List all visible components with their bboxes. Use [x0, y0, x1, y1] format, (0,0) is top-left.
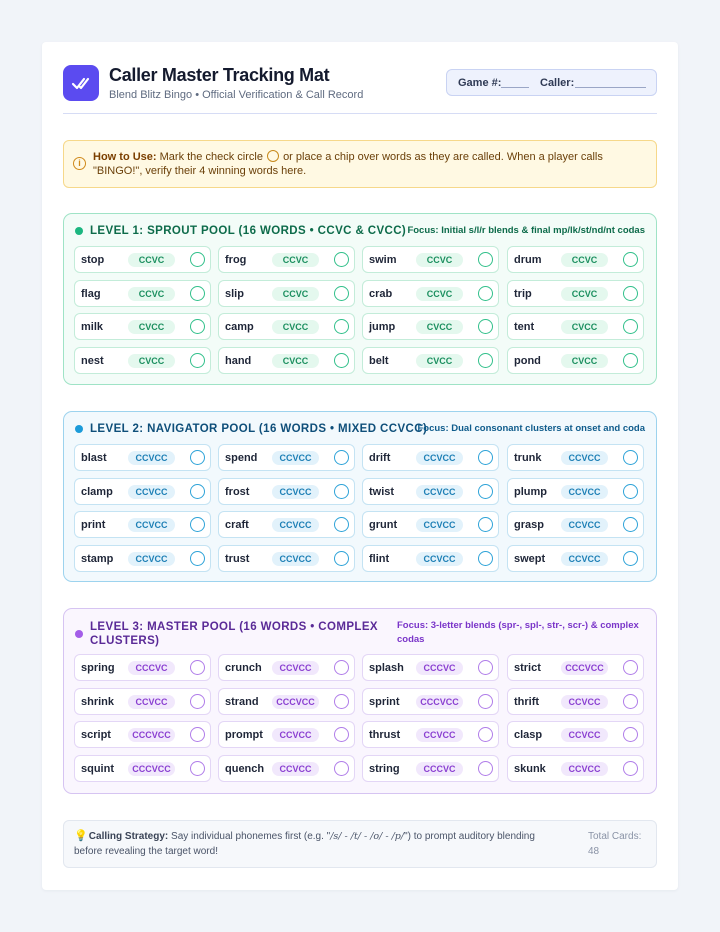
pattern-badge: CCVCC	[272, 485, 319, 499]
check-circle-icon[interactable]	[334, 353, 349, 368]
word-label: clasp	[514, 729, 543, 741]
check-circle-icon[interactable]	[623, 761, 638, 776]
word-cell[interactable]	[218, 347, 355, 374]
word-cell[interactable]	[218, 755, 355, 782]
word-cell[interactable]	[74, 347, 211, 374]
strategy-text-end: ") to prompt auditory blending before revealing the target word!	[74, 831, 535, 857]
check-circle-icon[interactable]	[478, 319, 493, 334]
game-caller-box	[446, 69, 657, 96]
word-label: clamp	[81, 486, 113, 498]
calling-strategy-text	[74, 829, 564, 859]
word-label: craft	[225, 519, 249, 531]
word-cell[interactable]	[507, 444, 644, 471]
pattern-badge: CCVCC	[561, 552, 608, 566]
pattern-badge: CCVCC	[561, 695, 608, 709]
pattern-badge: CCVCC	[561, 728, 608, 742]
word-label: flint	[369, 553, 390, 565]
word-cell[interactable]	[507, 545, 644, 572]
check-circle-icon[interactable]	[190, 517, 205, 532]
check-circle-icon[interactable]	[334, 660, 349, 675]
pattern-badge: CCVCC	[128, 451, 175, 465]
word-cell[interactable]	[362, 280, 499, 307]
pattern-badge: CCVCC	[416, 728, 463, 742]
pattern-badge: CCVCC	[128, 552, 175, 566]
check-circle-icon[interactable]	[190, 727, 205, 742]
check-circle-icon[interactable]	[623, 484, 638, 499]
word-cell[interactable]	[218, 478, 355, 505]
pattern-badge: CCVCC	[272, 661, 319, 675]
word-label: squint	[81, 763, 114, 775]
pattern-badge: CVCC	[416, 320, 463, 334]
pattern-badge: CVCC	[272, 354, 319, 368]
check-circle-icon[interactable]	[623, 660, 638, 675]
double-check-icon	[71, 73, 91, 93]
pattern-badge: CCVC	[272, 287, 319, 301]
word-cell[interactable]	[362, 444, 499, 471]
word-label: flag	[81, 288, 101, 300]
word-label: grasp	[514, 519, 544, 531]
word-label: swept	[514, 553, 546, 565]
check-circle-icon[interactable]	[190, 551, 205, 566]
word-label: spring	[81, 662, 115, 674]
level-3-title: LEVEL 3: MASTER POOL (16 WORDS • COMPLEX CLUSTERS)	[90, 621, 378, 647]
check-circle-icon[interactable]	[623, 286, 638, 301]
check-circle-icon[interactable]	[190, 694, 205, 709]
check-circle-icon[interactable]	[623, 727, 638, 742]
word-cell[interactable]	[74, 511, 211, 538]
word-cell[interactable]	[507, 478, 644, 505]
level-2-pool	[63, 411, 657, 582]
word-cell[interactable]	[74, 313, 211, 340]
pattern-badge: CCCVC	[416, 762, 463, 776]
pattern-badge: CCVC	[128, 253, 175, 267]
word-cell[interactable]	[218, 246, 355, 273]
word-cell[interactable]	[362, 721, 499, 748]
word-cell[interactable]	[218, 280, 355, 307]
word-label: script	[81, 729, 111, 741]
game-number-field[interactable]	[501, 87, 529, 88]
check-circle-icon[interactable]	[623, 319, 638, 334]
caller-field[interactable]	[575, 87, 646, 88]
word-cell[interactable]	[74, 654, 211, 681]
word-label: trust	[225, 553, 250, 565]
instructions-banner	[63, 140, 657, 188]
word-label: grunt	[369, 519, 398, 531]
word-cell[interactable]	[218, 313, 355, 340]
logo	[63, 65, 99, 101]
word-label: twist	[369, 486, 395, 498]
tracking-mat-sheet	[42, 42, 678, 890]
word-cell[interactable]	[74, 755, 211, 782]
pattern-badge: CCCVCC	[128, 762, 175, 776]
check-circle-icon[interactable]	[623, 517, 638, 532]
pattern-badge: CCVCC	[416, 552, 463, 566]
pattern-badge: CCCVCC	[561, 661, 608, 675]
check-circle-icon[interactable]	[478, 286, 493, 301]
word-label: frost	[225, 486, 250, 498]
word-label: splash	[369, 662, 404, 674]
word-cell[interactable]	[74, 478, 211, 505]
level-1-focus: Focus: Initial s/l/r blends & final mp/lk/st/nd/nt codas	[407, 225, 645, 236]
word-cell[interactable]	[218, 688, 355, 715]
check-circle-icon[interactable]	[334, 727, 349, 742]
word-label: drum	[514, 254, 542, 266]
level-3-focus: Focus: 3-letter blends (spr-, spl-, str-, scr-) & complex codas	[397, 620, 639, 645]
word-cell[interactable]	[218, 511, 355, 538]
word-label: string	[369, 763, 400, 775]
level-1-dot-icon	[75, 227, 83, 235]
check-circle-icon[interactable]	[190, 252, 205, 267]
pattern-badge: CVCC	[561, 354, 608, 368]
pattern-badge: CCCVCC	[128, 728, 175, 742]
word-cell[interactable]	[507, 313, 644, 340]
word-cell[interactable]	[74, 688, 211, 715]
instructions-text-start: Mark the check circle	[159, 151, 263, 163]
pattern-badge: CCVC	[272, 253, 319, 267]
word-label: milk	[81, 321, 104, 333]
word-label: shrink	[81, 696, 115, 708]
word-cell[interactable]	[74, 721, 211, 748]
check-circle-icon[interactable]	[478, 252, 493, 267]
check-circle-icon[interactable]	[478, 694, 493, 709]
total-cards-value: 48	[588, 846, 600, 857]
word-cell[interactable]	[507, 755, 644, 782]
word-label: tent	[514, 321, 535, 333]
word-cell[interactable]	[362, 688, 499, 715]
pattern-badge: CCVCC	[416, 518, 463, 532]
check-circle-icon[interactable]	[478, 761, 493, 776]
word-label: jump	[369, 321, 396, 333]
word-label: thrust	[369, 729, 401, 741]
word-cell[interactable]	[507, 347, 644, 374]
word-cell[interactable]	[362, 654, 499, 681]
word-label: pond	[514, 355, 541, 367]
pattern-badge: CCVCC	[272, 552, 319, 566]
word-cell[interactable]	[507, 688, 644, 715]
check-circle-icon[interactable]	[623, 450, 638, 465]
check-circle-icon[interactable]	[478, 484, 493, 499]
word-cell[interactable]	[507, 721, 644, 748]
pattern-badge: CVCC	[128, 320, 175, 334]
strategy-example: /s/ - /t/ - /o/ - /p/	[330, 831, 405, 842]
word-cell[interactable]	[507, 511, 644, 538]
page-title: Caller Master Tracking Mat	[109, 65, 330, 85]
pattern-badge: CVCC	[128, 354, 175, 368]
pattern-badge: CCVC	[128, 287, 175, 301]
word-cell[interactable]	[362, 347, 499, 374]
check-circle-icon[interactable]	[478, 517, 493, 532]
pattern-badge: CVCC	[416, 354, 463, 368]
pattern-badge: CCVCC	[416, 451, 463, 465]
check-circle-icon[interactable]	[190, 660, 205, 675]
check-circle-icon[interactable]	[334, 319, 349, 334]
pattern-badge: CCVC	[416, 287, 463, 301]
word-cell[interactable]	[362, 313, 499, 340]
word-cell[interactable]	[74, 545, 211, 572]
check-circle-icon[interactable]	[190, 353, 205, 368]
pattern-badge: CCVCC	[272, 762, 319, 776]
page-subtitle: Blend Blitz Bingo • Official Verification & Call Record	[109, 89, 364, 101]
word-label: trunk	[514, 452, 542, 464]
check-circle-icon[interactable]	[478, 353, 493, 368]
pattern-badge: CCVCC	[128, 695, 175, 709]
word-label: belt	[369, 355, 389, 367]
instructions-text-end: or place a chip over words as they are called. When a player calls "BINGO!", verify their 4 winning words here.	[93, 151, 603, 177]
word-label: drift	[369, 452, 391, 464]
pattern-badge: CCVC	[416, 253, 463, 267]
check-circle-icon[interactable]	[623, 252, 638, 267]
pattern-badge: CCVCC	[128, 518, 175, 532]
word-label: stamp	[81, 553, 114, 565]
pattern-badge: CCCVCC	[416, 695, 463, 709]
pattern-badge: CVCC	[272, 320, 319, 334]
total-cards	[588, 829, 652, 859]
word-label: blast	[81, 452, 107, 464]
level-2-title: LEVEL 2: NAVIGATOR POOL (16 WORDS • MIXED CCVCC)	[90, 423, 428, 435]
level-2-focus: Focus: Dual consonant clusters at onset and coda	[417, 423, 645, 434]
word-cell[interactable]	[74, 280, 211, 307]
check-circle-icon[interactable]	[334, 517, 349, 532]
word-cell[interactable]	[362, 511, 499, 538]
pattern-badge: CVCC	[561, 320, 608, 334]
check-circle-icon[interactable]	[478, 727, 493, 742]
word-cell[interactable]	[218, 444, 355, 471]
word-label: stop	[81, 254, 105, 266]
level-3-dot-icon	[75, 630, 83, 638]
check-circle-icon[interactable]	[334, 484, 349, 499]
header	[63, 65, 657, 115]
word-label: frog	[225, 254, 247, 266]
check-circle-icon[interactable]	[190, 761, 205, 776]
check-circle-icon[interactable]	[190, 319, 205, 334]
pattern-badge: CCVCC	[416, 485, 463, 499]
word-label: strict	[514, 662, 541, 674]
pattern-badge: CCCVCC	[272, 695, 319, 709]
strategy-text-start: Say individual phonemes first (e.g. "	[171, 831, 331, 842]
game-number-label: Game #:	[458, 77, 502, 89]
check-circle-icon[interactable]	[623, 353, 638, 368]
word-cell[interactable]	[218, 545, 355, 572]
word-label: trip	[514, 288, 532, 300]
pattern-badge: CCVCC	[561, 451, 608, 465]
check-circle-icon[interactable]	[334, 252, 349, 267]
level-2-dot-icon	[75, 425, 83, 433]
word-cell[interactable]	[507, 280, 644, 307]
info-icon: i	[73, 157, 86, 170]
pattern-badge: CCVCC	[561, 518, 608, 532]
check-circle-icon	[267, 150, 279, 162]
check-circle-icon[interactable]	[478, 450, 493, 465]
check-circle-icon[interactable]	[334, 450, 349, 465]
word-label: spend	[225, 452, 258, 464]
pattern-badge: CCVC	[561, 287, 608, 301]
check-circle-icon[interactable]	[334, 761, 349, 776]
word-cell[interactable]	[74, 444, 211, 471]
check-circle-icon[interactable]	[334, 694, 349, 709]
word-cell[interactable]	[507, 654, 644, 681]
level-1-pool	[63, 213, 657, 385]
strategy-lead: Calling Strategy:	[88, 831, 169, 842]
word-cell[interactable]	[362, 545, 499, 572]
check-circle-icon[interactable]	[623, 694, 638, 709]
word-cell[interactable]	[362, 478, 499, 505]
word-label: prompt	[225, 729, 263, 741]
word-label: slip	[225, 288, 244, 300]
total-cards-label: Total Cards:	[588, 831, 642, 842]
word-cell[interactable]	[507, 246, 644, 273]
word-label: skunk	[514, 763, 546, 775]
word-cell[interactable]	[362, 755, 499, 782]
word-label: swim	[369, 254, 397, 266]
pattern-badge: CCVCC	[272, 728, 319, 742]
lightbulb-icon: 💡	[74, 830, 88, 842]
check-circle-icon[interactable]	[478, 660, 493, 675]
word-label: hand	[225, 355, 252, 367]
pattern-badge: CCVCC	[272, 451, 319, 465]
pattern-badge: CCVCC	[128, 485, 175, 499]
level-3-pool	[63, 608, 657, 794]
check-circle-icon[interactable]	[190, 484, 205, 499]
word-cell[interactable]	[218, 721, 355, 748]
check-circle-icon[interactable]	[190, 286, 205, 301]
word-label: plump	[514, 486, 547, 498]
word-label: thrift	[514, 696, 540, 708]
pattern-badge: CCVCC	[272, 518, 319, 532]
header-divider	[63, 113, 657, 114]
word-cell[interactable]	[218, 654, 355, 681]
pattern-badge: CCCVC	[128, 661, 175, 675]
word-label: quench	[225, 763, 265, 775]
word-label: crunch	[225, 662, 262, 674]
check-circle-icon[interactable]	[623, 551, 638, 566]
word-cell[interactable]	[74, 246, 211, 273]
instructions-lead: How to Use:	[93, 151, 157, 163]
check-circle-icon[interactable]	[190, 450, 205, 465]
check-circle-icon[interactable]	[478, 551, 493, 566]
pattern-badge: CCCVC	[416, 661, 463, 675]
word-label: sprint	[369, 696, 400, 708]
caller-label: Caller:	[540, 77, 575, 89]
pattern-badge: CCVC	[561, 253, 608, 267]
instructions-text	[93, 150, 648, 178]
pattern-badge: CCVCC	[561, 762, 608, 776]
word-label: nest	[81, 355, 104, 367]
word-cell[interactable]	[362, 246, 499, 273]
word-label: print	[81, 519, 106, 531]
pattern-badge: CCVCC	[561, 485, 608, 499]
check-circle-icon[interactable]	[334, 286, 349, 301]
check-circle-icon[interactable]	[334, 551, 349, 566]
word-label: camp	[225, 321, 254, 333]
word-label: strand	[225, 696, 259, 708]
level-1-title: LEVEL 1: SPROUT POOL (16 WORDS • CCVC & CVCC)	[90, 225, 407, 237]
calling-strategy-footer	[63, 820, 657, 868]
word-label: crab	[369, 288, 393, 300]
